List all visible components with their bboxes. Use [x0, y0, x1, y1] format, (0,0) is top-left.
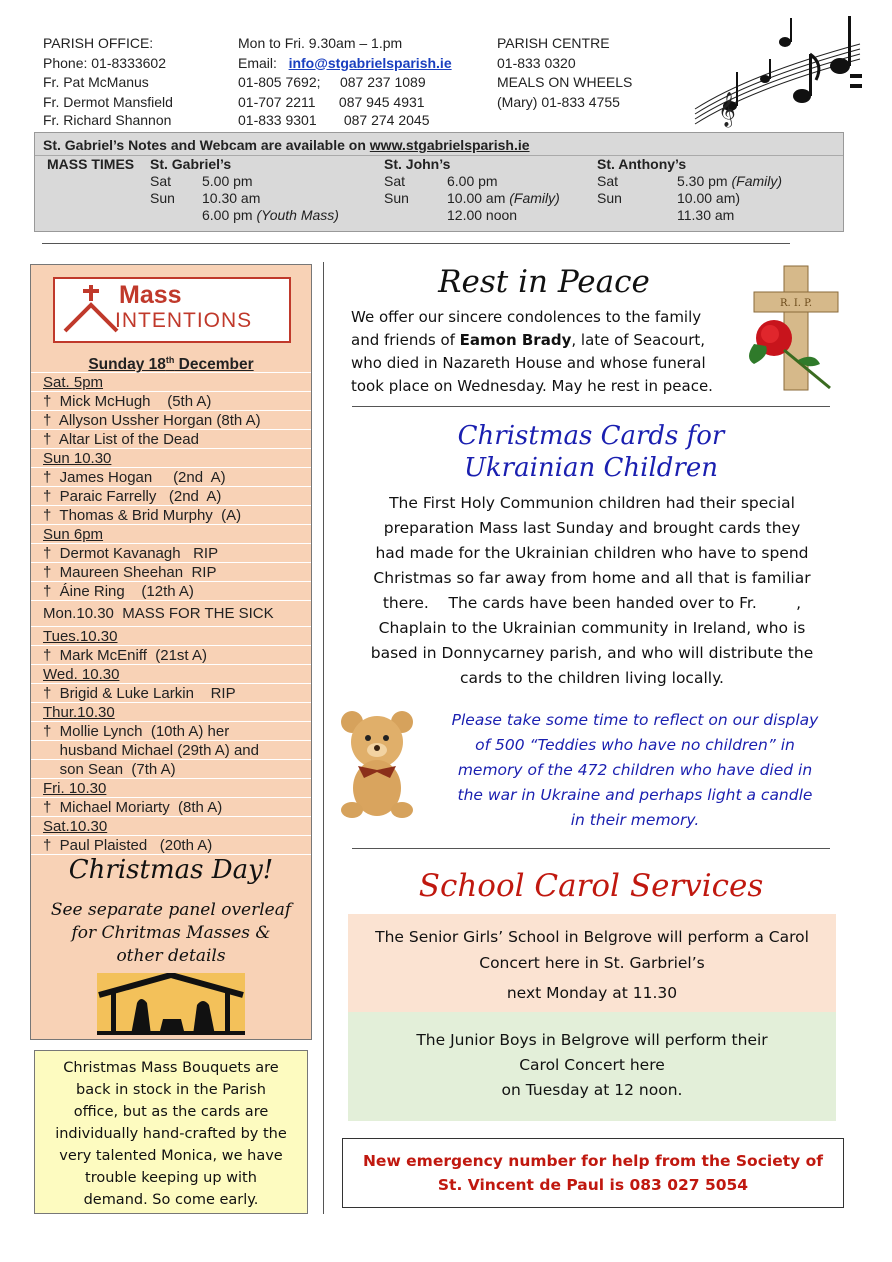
priest-name: Fr. Richard Shannon	[43, 112, 172, 128]
overleaf-line: other details	[116, 946, 226, 966]
svg-text:𝄞: 𝄞	[718, 92, 736, 127]
email-label: Email:	[238, 54, 277, 71]
church-name: St. John’s	[384, 156, 451, 172]
intention-row: † Mollie Lynch (10th A) her	[31, 722, 311, 741]
rip-line: took place on Wednesday. May he rest in peace.	[351, 377, 713, 395]
paragraph-line: Chaplain to the Ukrainian community in Ireland, who is	[378, 619, 806, 637]
mass-day: Sat	[597, 173, 619, 189]
website-link[interactable]: www.stgabrielsparish.ie	[369, 137, 530, 153]
overleaf-note	[31, 899, 311, 968]
intention-row: son Sean (7th A)	[31, 760, 311, 779]
logo-word-intentions: INTENTIONS	[115, 309, 253, 332]
intention-row: † James Hogan (2nd A)	[31, 468, 311, 487]
nativity-icon	[97, 973, 245, 1035]
teddy-line: the war in Ukraine and perhaps light a candle	[457, 786, 813, 804]
intention-day: Thur.10.30	[31, 703, 311, 722]
teddy-line: memory of the 472 children who have died in	[457, 761, 813, 779]
priest-phone: 01-805 7692; 087 237 1089	[238, 74, 426, 90]
church-name: St. Gabriel’s	[150, 156, 232, 172]
mass-intentions-logo	[53, 277, 291, 343]
note: (Family)	[509, 190, 560, 206]
priest-phone: 01-707 2211 087 945 4931	[238, 93, 425, 110]
priest-name: Fr. Pat McManus	[43, 74, 149, 90]
intention-row: † Brigid & Luke Larkin RIP	[31, 684, 311, 703]
centre-phone: 01-833 0320	[497, 54, 576, 71]
intention-row: † Allyson Ussher Horgan (8th A)	[31, 411, 311, 430]
mass-time: 10.30 am	[202, 190, 261, 206]
mass-time: 11.30 am	[677, 207, 735, 223]
carol-line: Carol Concert here	[519, 1056, 665, 1074]
cards-title	[352, 420, 830, 484]
bouquet-line: back in stock in the Parish	[76, 1082, 266, 1098]
mass-time	[202, 207, 339, 223]
intentions-heading: Sunday 18th December	[31, 349, 311, 373]
girls-school-notice	[348, 914, 836, 1012]
carol-line: next Monday at 11.30	[506, 984, 678, 1002]
carol-box	[348, 914, 836, 1121]
mass-times-box	[34, 132, 844, 232]
logo-word-mass: Mass	[119, 281, 182, 309]
church-cross-icon	[61, 283, 123, 335]
intention-day: Sun 6pm	[31, 525, 311, 544]
deceased-name: Eamon Brady	[459, 331, 572, 349]
intention-day: Sat.10.30	[31, 817, 311, 836]
mass-time: 6.00 pm	[447, 173, 498, 189]
meals-phone: (Mary) 01-833 4755	[497, 93, 620, 110]
time: 5.30 pm	[677, 173, 732, 189]
mass-time	[677, 173, 782, 189]
intention-row: † Michael Moriarty (8th A)	[31, 798, 311, 817]
mass-day: Sun	[384, 190, 409, 206]
rip-text	[351, 306, 713, 398]
hours-column	[238, 34, 452, 129]
overleaf-line: for Chritmas Masses &	[71, 923, 271, 943]
cross-rose-icon	[740, 264, 848, 392]
svp-line: St. Vincent de Paul is 083 027 5054	[437, 1176, 749, 1194]
intention-row: † Áine Ring (12th A)	[31, 582, 311, 601]
paragraph-line: Christmas so far away from home and all that is familiar	[373, 569, 811, 587]
mass-time: 10.00 am)	[677, 190, 741, 206]
mass-day: Sat	[150, 173, 172, 189]
bouquet-notice	[34, 1050, 308, 1214]
intention-day: Sat. 5pm	[31, 373, 311, 392]
cards-title-line: Christmas Cards for	[457, 421, 725, 451]
intention-row: † Paul Plaisted (20th A)	[31, 836, 311, 855]
paragraph-line: preparation Mass last Sunday and brought cards they	[383, 519, 801, 537]
divider	[42, 243, 790, 244]
paragraph-line: there. The cards have been handed over to Fr. ,	[382, 594, 802, 612]
svp-notice	[342, 1138, 844, 1208]
priest-phone: 01-833 9301 087 274 2045	[238, 112, 430, 128]
carol-line: The Junior Boys in Belgrove will perform their	[416, 1031, 768, 1049]
paragraph-line: The First Holy Communion children had their special	[389, 494, 795, 512]
office-label: PARISH OFFICE:	[43, 35, 154, 51]
intention-row: † Altar List of the Dead	[31, 430, 311, 449]
priest-name: Fr. Dermot Mansfield	[43, 93, 173, 110]
intention-row: † Maureen Sheehan RIP	[31, 563, 311, 582]
intention-row: Mon.10.30 MASS FOR THE SICK	[31, 601, 311, 627]
mass-time: 5.00 pm	[202, 173, 253, 189]
mass-intentions-panel	[30, 264, 312, 1040]
centre-label: PARISH CENTRE	[497, 35, 610, 51]
intention-row: † Dermot Kavanagh RIP	[31, 544, 311, 563]
teddy-notice	[430, 708, 840, 833]
note: (Youth Mass)	[256, 207, 339, 223]
paragraph-line: had made for the Ukrainian children who have to spend	[375, 544, 809, 562]
centre-column	[497, 34, 632, 112]
paragraph-line: based in Donnycarney parish, and who will distribute the	[370, 644, 814, 662]
mass-day: Sun	[597, 190, 622, 206]
notes-line	[43, 137, 530, 153]
bouquet-line: very talented Monica, we have	[59, 1148, 283, 1164]
bouquet-line: individually hand-crafted by the	[55, 1126, 287, 1142]
rip-text-part: and friends of	[351, 331, 460, 349]
intention-day: Sun 10.30	[31, 449, 311, 468]
intention-day: Wed. 10.30	[31, 665, 311, 684]
teddy-line: in their memory.	[570, 811, 700, 829]
rip-line	[351, 329, 713, 352]
intention-day: Tues.10.30	[31, 627, 311, 646]
teddy-bear-icon	[338, 708, 422, 820]
divider	[352, 848, 830, 849]
column-divider	[323, 262, 324, 1214]
bouquet-line: trouble keeping up with	[85, 1170, 257, 1186]
divider	[352, 406, 830, 407]
intention-row: † Mark McEniff (21st A)	[31, 646, 311, 665]
intention-rows	[31, 373, 311, 855]
svp-line: New emergency number for help from the Society of	[362, 1152, 824, 1170]
time: 6.00 pm	[202, 207, 257, 223]
intention-row: husband Michael (29th A) and	[31, 741, 311, 760]
bouquet-text	[35, 1057, 307, 1211]
mass-day: Sun	[150, 190, 175, 206]
church-name: St. Anthony’s	[597, 156, 687, 172]
rip-title: Rest in Peace	[438, 264, 650, 300]
teddy-line: Please take some time to reflect on our display	[451, 711, 819, 729]
bouquet-line: Christmas Mass Bouquets are	[63, 1060, 279, 1076]
carol-line: on Tuesday at 12 noon.	[501, 1081, 683, 1099]
mass-time	[447, 190, 560, 206]
note: (Family)	[731, 173, 783, 189]
music-notes-icon	[690, 14, 865, 132]
notes-text: St. Gabriel’s Notes and Webcam are available on	[43, 137, 370, 153]
rip-line: who died in Nazareth House and whose funeral	[351, 354, 706, 372]
rip-inscription: R. I. P.	[779, 298, 813, 309]
mass-time: 12.00 noon	[447, 207, 518, 223]
christmas-day-title: Christmas Day!	[68, 855, 274, 885]
intention-row: † Paraic Farrelly (2nd A)	[31, 487, 311, 506]
email-line	[238, 54, 452, 74]
rip-text-part: , late of Seacourt,	[571, 331, 706, 349]
carol-title: School Carol Services	[418, 868, 764, 904]
mass-times-label: MASS TIMES	[47, 156, 135, 172]
intentions-list	[31, 349, 311, 855]
bouquet-line: office, but as the cards are	[73, 1104, 269, 1120]
carol-line: The Senior Girls’ School in Belgrove will perform a Carol	[375, 928, 809, 946]
carol-line: Concert here in St. Garbriel’s	[479, 954, 705, 972]
email-link[interactable]: info@stgabrielsparish.ie	[288, 54, 452, 71]
paragraph-line: cards to the children living locally.	[460, 669, 724, 687]
time: 10.00 am	[447, 190, 510, 206]
intention-row: † Mick McHugh (5th A)	[31, 392, 311, 411]
teddy-line: of 500 “Teddies who have no children” in	[475, 736, 795, 754]
office-hours: Mon to Fri. 9.30am – 1.pm	[238, 35, 403, 51]
bouquet-line: demand. So come early.	[83, 1192, 259, 1208]
rip-line: We offer our sincere condolences to the family	[351, 308, 702, 326]
mass-day: Sat	[384, 173, 406, 189]
overleaf-line: See separate panel overleaf	[50, 900, 292, 920]
intention-row: † Thomas & Brid Murphy (A)	[31, 506, 311, 525]
intention-day: Fri. 10.30	[31, 779, 311, 798]
cards-title-line: Ukrainian Children	[464, 453, 718, 483]
cards-paragraph	[336, 491, 848, 691]
office-phone: Phone: 01-8333602	[43, 54, 166, 71]
meals-label: MEALS ON WHEELS	[497, 74, 633, 90]
boys-school-notice	[348, 1012, 836, 1121]
office-column	[43, 34, 173, 129]
